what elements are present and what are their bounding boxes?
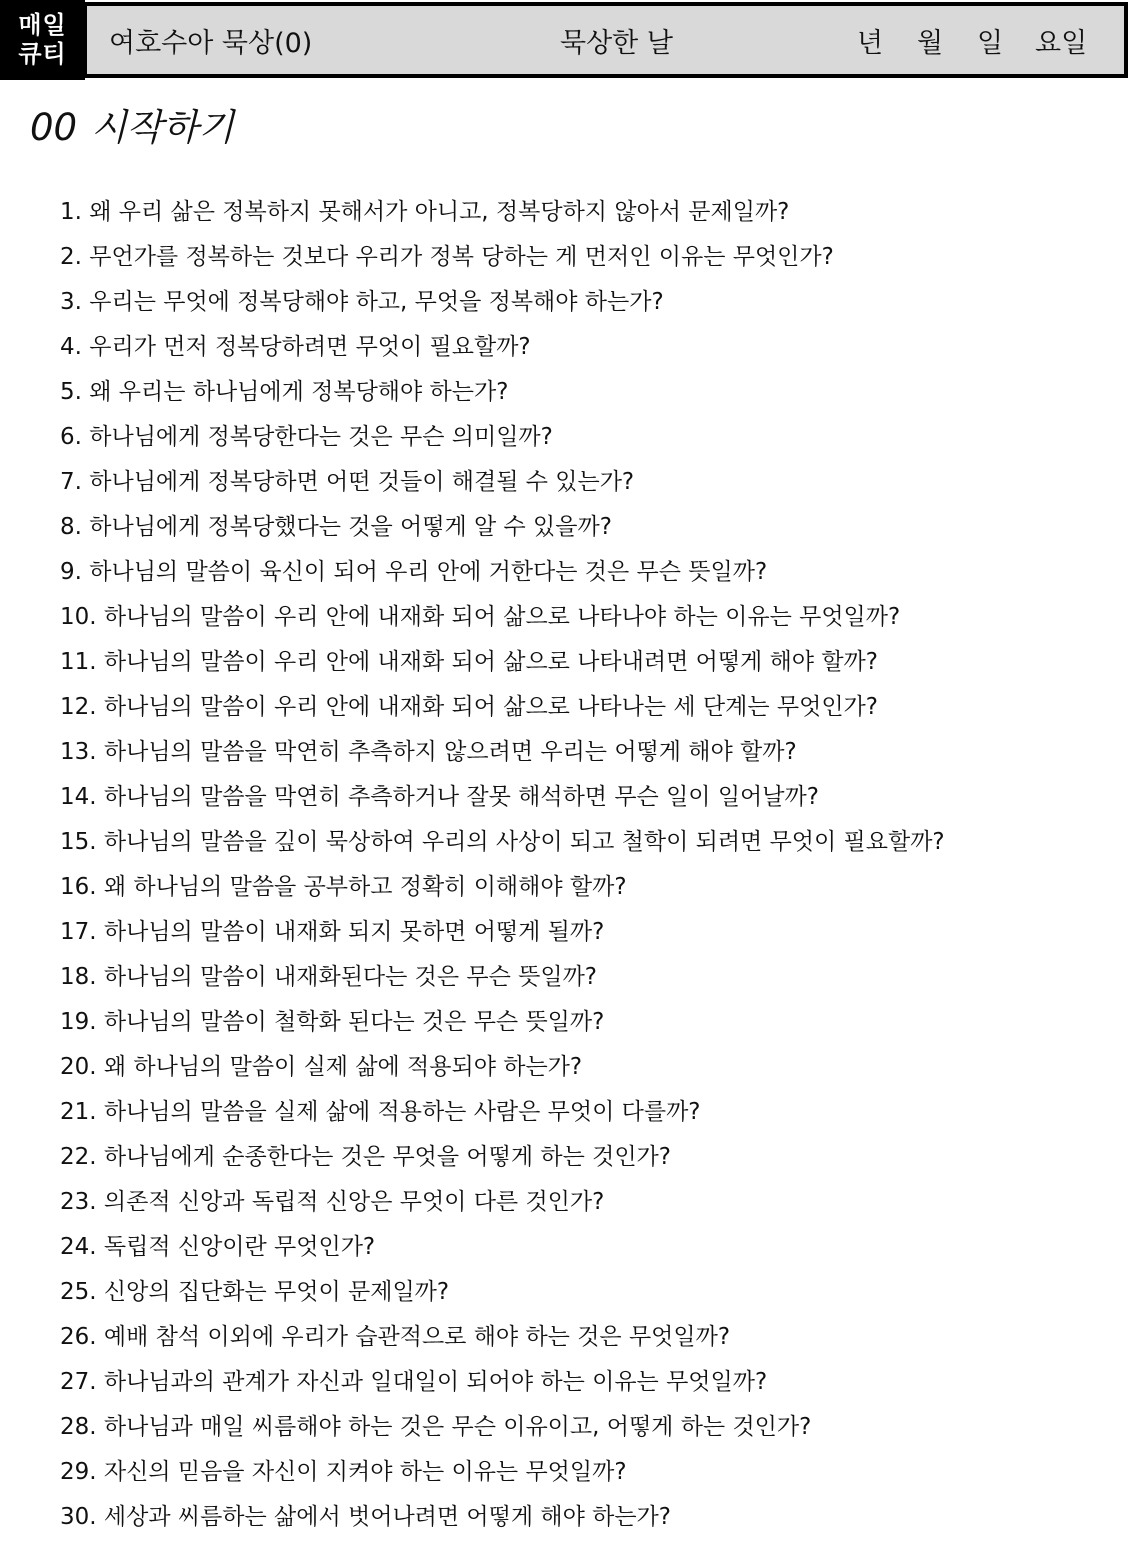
question-item: 11. 하나님의 말씀이 우리 안에 내재화 되어 삶으로 나타내려면 어떻게 해야 할까? bbox=[60, 649, 878, 675]
date-month-label: 월 bbox=[917, 28, 944, 59]
section-title: 시작하기 bbox=[91, 106, 235, 149]
question-item: 22. 하나님에게 순종한다는 것은 무엇을 어떻게 하는 것인가? bbox=[60, 1144, 671, 1170]
date-year-label: 년 bbox=[857, 28, 884, 59]
question-item: 9. 하나님의 말씀이 육신이 되어 우리 안에 거한다는 것은 무슨 뜻일까? bbox=[60, 559, 768, 585]
question-item: 16. 왜 하나님의 말씀을 공부하고 정확히 이해해야 할까? bbox=[60, 874, 627, 900]
badge-line-2: 큐티 bbox=[18, 40, 67, 68]
question-item: 13. 하나님의 말씀을 막연히 추측하지 않으려면 우리는 어떻게 해야 할까? bbox=[60, 739, 797, 765]
question-item: 5. 왜 우리는 하나님에게 정복당해야 하는가? bbox=[60, 379, 509, 405]
date-day-label: 일 bbox=[977, 28, 1004, 59]
daily-qt-badge bbox=[0, 0, 85, 80]
question-item: 29. 자신의 믿음을 자신이 지켜야 하는 이유는 무엇일까? bbox=[60, 1459, 627, 1485]
question-item: 25. 신앙의 집단화는 무엇이 문제일까? bbox=[60, 1279, 450, 1305]
header-bar bbox=[83, 2, 1128, 78]
question-item: 14. 하나님의 말씀을 막연히 추측하거나 잘못 해석하면 무슨 일이 일어날까? bbox=[60, 784, 819, 810]
series-title: 여호수아 묵상(0) bbox=[109, 28, 313, 59]
question-item: 1. 왜 우리 삶은 정복하지 못해서가 아니고, 정복당하지 않아서 문제일까? bbox=[60, 199, 790, 225]
meditation-date-label: 묵상한 날 bbox=[560, 28, 673, 59]
question-item: 20. 왜 하나님의 말씀이 실제 삶에 적용되야 하는가? bbox=[60, 1054, 583, 1080]
question-list bbox=[60, 190, 1120, 1540]
question-item: 8. 하나님에게 정복당했다는 것을 어떻게 알 수 있을까? bbox=[60, 514, 612, 540]
badge-line-1: 매일 bbox=[18, 11, 67, 39]
question-item: 27. 하나님과의 관계가 자신과 일대일이 되어야 하는 이유는 무엇일까? bbox=[60, 1369, 768, 1395]
question-item: 17. 하나님의 말씀이 내재화 되지 못하면 어떻게 될까? bbox=[60, 919, 605, 945]
question-item: 15. 하나님의 말씀을 깊이 묵상하여 우리의 사상이 되고 철학이 되려면 무엇이 필요할까? bbox=[60, 829, 945, 855]
question-item: 28. 하나님과 매일 씨름해야 하는 것은 무슨 이유이고, 어떻게 하는 것인가? bbox=[60, 1414, 812, 1440]
question-item: 3. 우리는 무엇에 정복당해야 하고, 무엇을 정복해야 하는가? bbox=[60, 289, 664, 315]
header bbox=[0, 0, 1129, 80]
question-item: 2. 무언가를 정복하는 것보다 우리가 정복 당하는 게 먼저인 이유는 무엇인가? bbox=[60, 244, 834, 270]
question-item: 6. 하나님에게 정복당한다는 것은 무슨 의미일까? bbox=[60, 424, 553, 450]
question-item: 7. 하나님에게 정복당하면 어떤 것들이 해결될 수 있는가? bbox=[60, 469, 635, 495]
question-item: 26. 예배 참석 이외에 우리가 습관적으로 해야 하는 것은 무엇일까? bbox=[60, 1324, 731, 1350]
question-item: 18. 하나님의 말씀이 내재화된다는 것은 무슨 뜻일까? bbox=[60, 964, 598, 990]
question-item: 12. 하나님의 말씀이 우리 안에 내재화 되어 삶으로 나타나는 세 단계는 무엇인가? bbox=[60, 694, 878, 720]
date-fields bbox=[857, 28, 1115, 60]
question-item: 24. 독립적 신앙이란 무엇인가? bbox=[60, 1234, 376, 1260]
date-weekday-label: 요일 bbox=[1035, 28, 1088, 59]
section-heading bbox=[30, 104, 234, 152]
section-number: 00 bbox=[30, 106, 78, 149]
question-item: 10. 하나님의 말씀이 우리 안에 내재화 되어 삶으로 나타나야 하는 이유는 무엇일까? bbox=[60, 604, 901, 630]
question-item: 30. 세상과 씨름하는 삶에서 벗어나려면 어떻게 해야 하는가? bbox=[60, 1504, 671, 1530]
question-item: 21. 하나님의 말씀을 실제 삶에 적용하는 사람은 무엇이 다를까? bbox=[60, 1099, 701, 1125]
question-item: 4. 우리가 먼저 정복당하려면 무엇이 필요할까? bbox=[60, 334, 531, 360]
question-item: 23. 의존적 신앙과 독립적 신앙은 무엇이 다른 것인가? bbox=[60, 1189, 605, 1215]
question-item: 19. 하나님의 말씀이 철학화 된다는 것은 무슨 뜻일까? bbox=[60, 1009, 605, 1035]
